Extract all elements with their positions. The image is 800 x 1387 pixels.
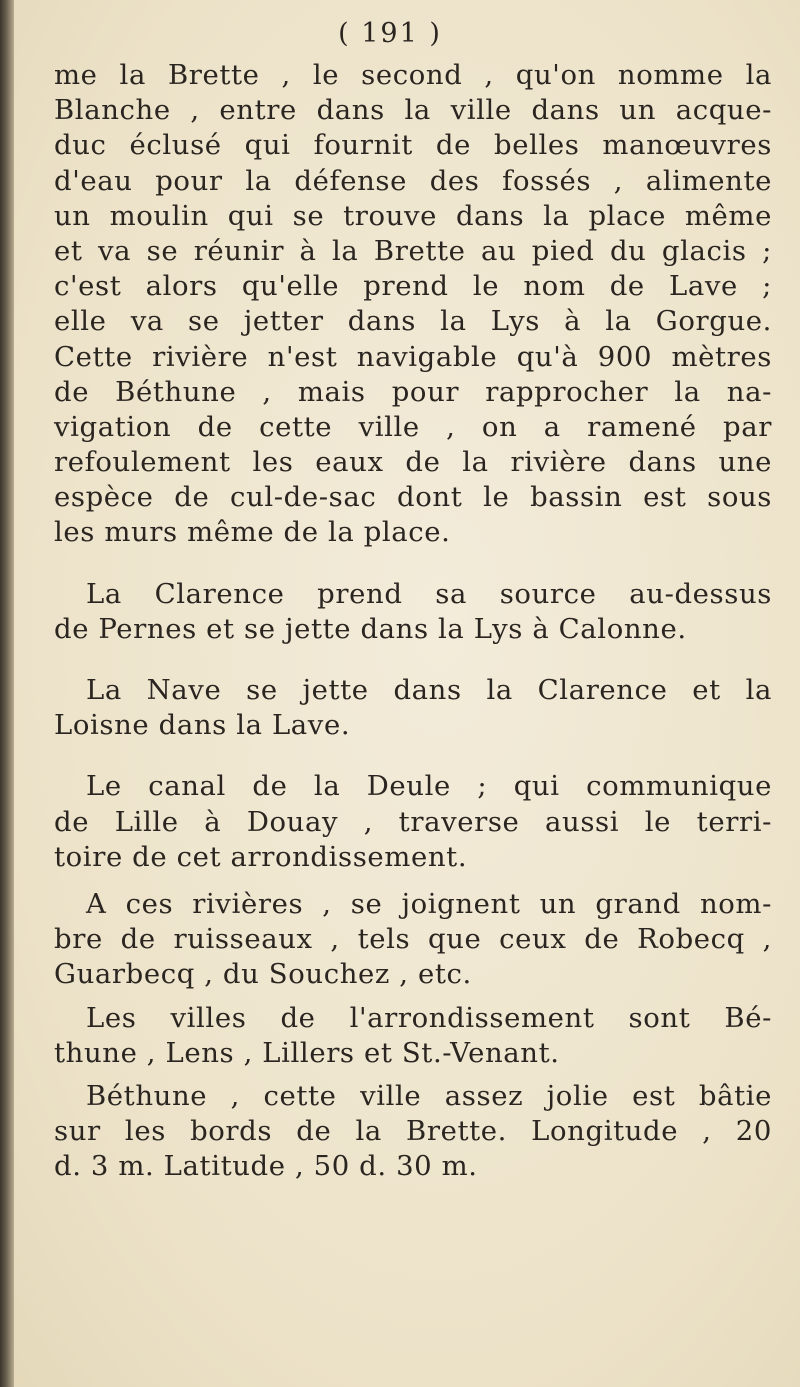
text-line: d'eau pour la défense des fossés , alimente bbox=[54, 164, 772, 197]
paragraph bbox=[54, 1001, 772, 1071]
paragraph bbox=[54, 887, 772, 993]
paragraph bbox=[54, 58, 772, 551]
text-line: Le canal de la Deule ; qui communique bbox=[86, 770, 772, 803]
text-line: de Pernes et se jette dans la Lys à Calonne. bbox=[54, 612, 687, 645]
text-line: Blanche , entre dans la ville dans un acque- bbox=[54, 94, 772, 127]
text-line: espèce de cul-de-sac dont le bassin est sous bbox=[54, 481, 772, 514]
page-binding-edge bbox=[0, 0, 14, 1387]
paragraph bbox=[54, 769, 772, 875]
text-line: thune , Lens , Lillers et St.-Venant. bbox=[54, 1036, 560, 1069]
text-line: A ces rivières , se joignent un grand nom- bbox=[86, 887, 772, 920]
text-line: un moulin qui se trouve dans la place même bbox=[54, 199, 772, 232]
text-line: Loisne dans la Lave. bbox=[54, 709, 351, 742]
text-line: Béthune , cette ville assez jolie est bâtie bbox=[86, 1079, 772, 1112]
text-line: La Nave se jette dans la Clarence et la bbox=[86, 674, 772, 706]
text-line: toire de cet arrondissement. bbox=[54, 840, 468, 873]
text-line: bre de ruisseaux , tels que ceux de Robecq , bbox=[54, 923, 772, 956]
text-line: duc éclusé qui fournit de belles manœuvres bbox=[54, 129, 772, 162]
paragraph bbox=[54, 577, 772, 647]
text-line: et va se réunir à la Brette au pied du glacis ; bbox=[54, 234, 772, 267]
text-line: La Clarence prend sa source au-dessus bbox=[86, 577, 772, 610]
text-line: de Lille à Douay , traverse aussi le terri- bbox=[54, 805, 772, 838]
text-line: c'est alors qu'elle prend le nom de Lave ; bbox=[54, 270, 772, 303]
text-line: Guarbecq , du Souchez , etc. bbox=[54, 958, 472, 991]
page-number: ( 191 ) bbox=[338, 18, 442, 49]
text-line: me la Brette , le second , qu'on nomme la bbox=[54, 59, 772, 91]
text-line: sur les bords de la Brette. Longitude , 20 bbox=[54, 1115, 772, 1148]
text-line: les murs même de la place. bbox=[54, 516, 451, 549]
text-line: vigation de cette ville , on a ramené par bbox=[54, 410, 772, 443]
text-line: elle va se jetter dans la Lys à la Gorgue. bbox=[54, 305, 772, 338]
text-line: d. 3 m. Latitude , 50 d. 30 m. bbox=[54, 1150, 478, 1183]
text-line: refoulement les eaux de la rivière dans une bbox=[54, 446, 772, 479]
page-body bbox=[54, 58, 772, 1184]
paragraph bbox=[54, 1079, 772, 1185]
text-line: Cette rivière n'est navigable qu'à 900 mètres bbox=[54, 340, 772, 373]
text-line: Les villes de l'arrondissement sont Bé- bbox=[86, 1001, 772, 1034]
paragraph bbox=[54, 673, 772, 743]
text-line: de Béthune , mais pour rapprocher la na- bbox=[54, 375, 772, 408]
